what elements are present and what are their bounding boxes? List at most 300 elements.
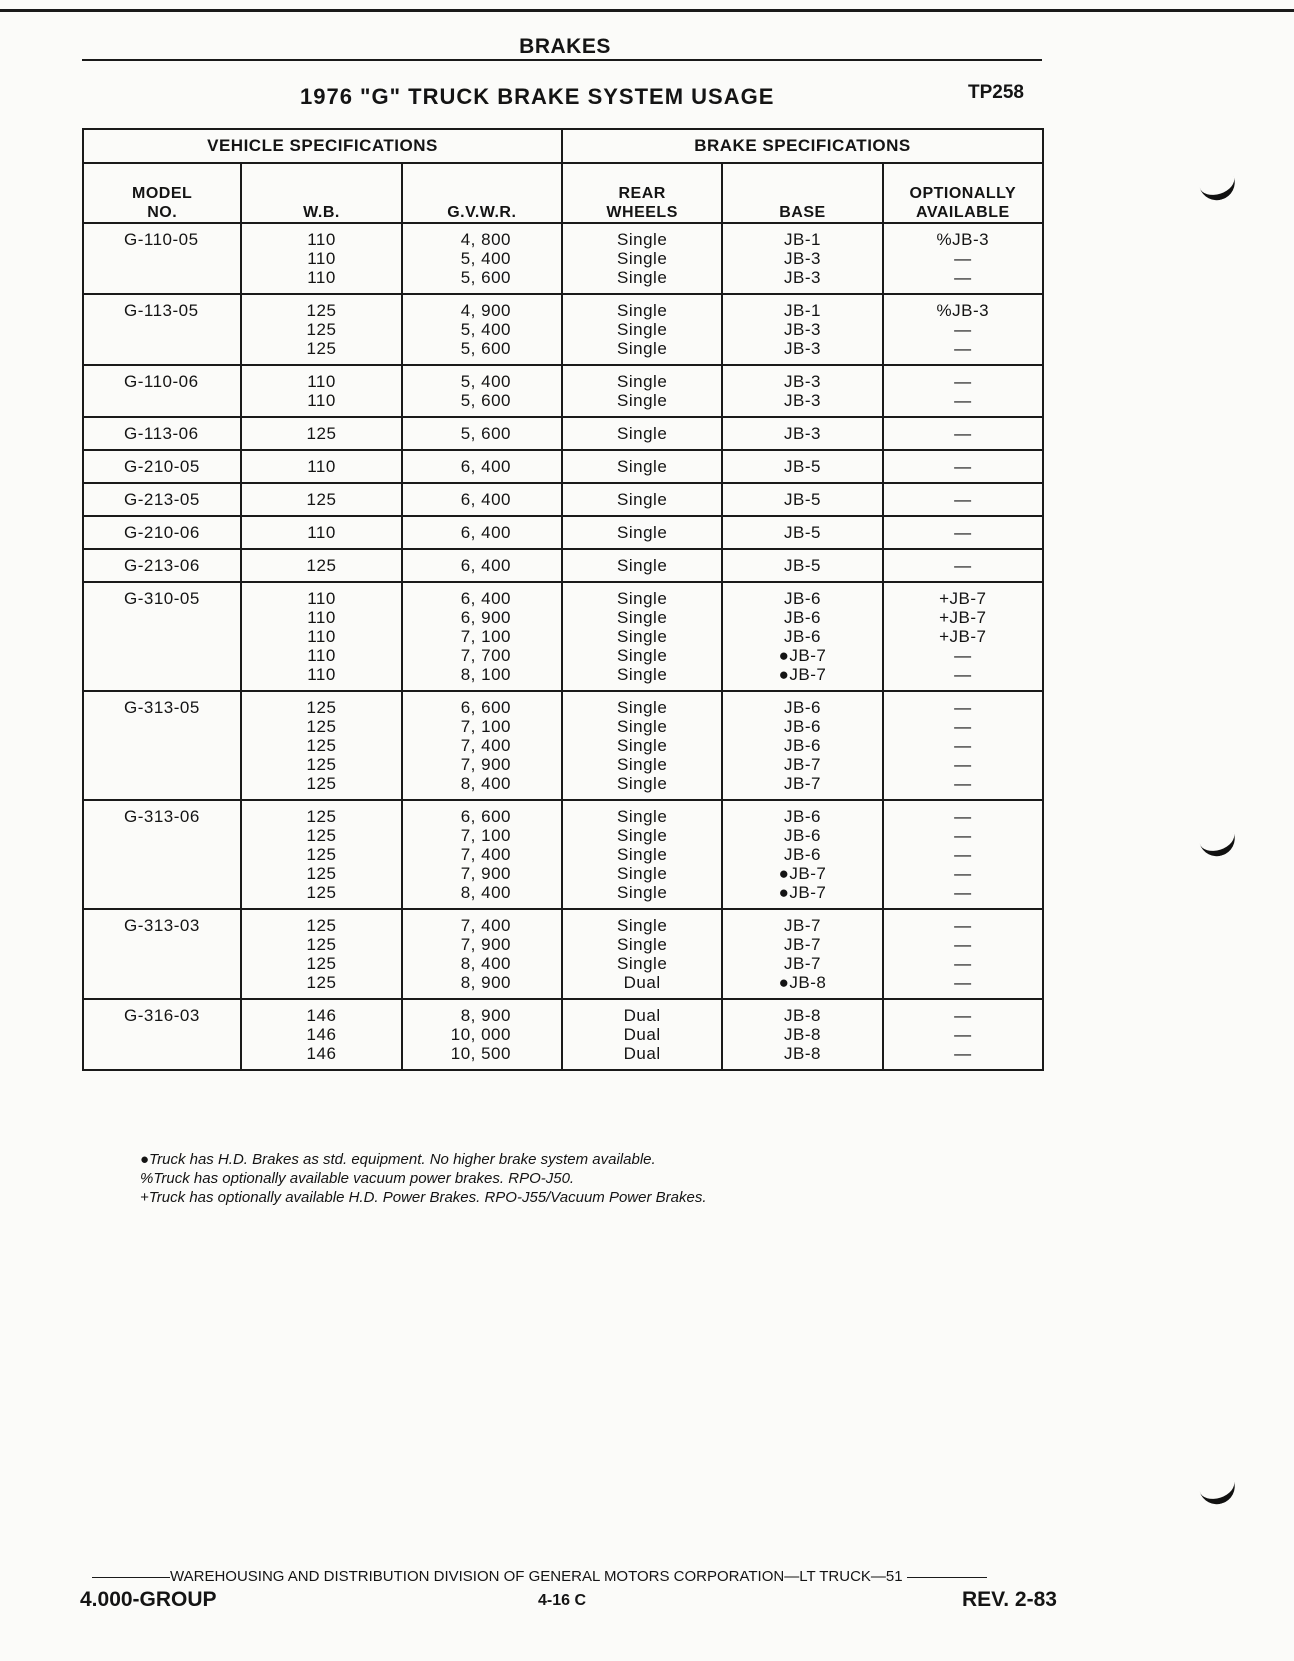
cell-rear-wheels <box>562 691 722 800</box>
cell-line: 5, 400 <box>460 320 511 339</box>
cell-line: — <box>954 1025 972 1044</box>
binder-punch-mark <box>1197 167 1240 205</box>
cell-base <box>722 223 882 294</box>
cell-line: 7, 900 <box>460 755 511 774</box>
cell-model: G-313-03 <box>83 909 241 999</box>
cell-line: Single <box>617 372 668 391</box>
cell-line: — <box>954 556 972 575</box>
cell-line: 7, 100 <box>460 627 511 646</box>
cell-wb <box>241 365 401 417</box>
cell-line: — <box>954 646 972 665</box>
cell-line: Single <box>617 490 668 509</box>
cell-line: 8, 900 <box>460 973 511 992</box>
cell-line: 125 <box>306 490 337 509</box>
cell-line: 110 <box>307 372 336 391</box>
cell-line: — <box>954 523 972 542</box>
table-row <box>83 417 1043 450</box>
header-line: WHEELS <box>606 204 678 221</box>
cell-model: G-213-05 <box>83 483 241 516</box>
cell-line: 110 <box>307 391 336 410</box>
cell-gvwr <box>402 450 562 483</box>
cell-line: 5, 600 <box>460 339 511 358</box>
cell-line: 5, 400 <box>460 372 511 391</box>
col-header-optional <box>883 163 1043 223</box>
cell-model: G-113-05 <box>83 294 241 365</box>
cell-line: 125 <box>306 807 337 826</box>
cell-line: Single <box>617 589 668 608</box>
header-line: W.B. <box>303 204 340 221</box>
cell-wb <box>241 582 401 691</box>
cell-line: Single <box>617 268 668 287</box>
footer-page-number: 4-16 C <box>538 1592 587 1609</box>
cell-line: JB-5 <box>783 523 821 542</box>
cell-base <box>722 516 882 549</box>
cell-line: 7, 100 <box>460 717 511 736</box>
cell-line: — <box>954 1006 972 1025</box>
header-line: REAR <box>618 185 666 202</box>
cell-line: Single <box>617 556 668 575</box>
cell-line: 7, 400 <box>460 736 511 755</box>
cell-wb <box>241 223 401 294</box>
cell-line: Single <box>617 883 668 902</box>
col-header-rear-wheels <box>562 163 722 223</box>
col-header-wb <box>241 163 401 223</box>
cell-base <box>722 294 882 365</box>
footer-group: 4.000-GROUP <box>80 1588 217 1611</box>
cell-model: G-310-05 <box>83 582 241 691</box>
page-title: 1976 "G" TRUCK BRAKE SYSTEM USAGE <box>300 84 775 109</box>
cell-base <box>722 483 882 516</box>
cell-wb <box>241 800 401 909</box>
cell-line: 125 <box>306 339 337 358</box>
cell-gvwr <box>402 800 562 909</box>
binder-punch-mark <box>1197 1471 1240 1509</box>
cell-line: Single <box>617 755 668 774</box>
cell-line: Single <box>617 424 668 443</box>
cell-line: JB-3 <box>783 320 821 339</box>
cell-line: 6, 900 <box>460 608 511 627</box>
cell-model: G-210-05 <box>83 450 241 483</box>
cell-line: — <box>954 490 972 509</box>
table-row <box>83 909 1043 999</box>
table-row <box>83 582 1043 691</box>
cell-wb <box>241 516 401 549</box>
cell-model: G-113-06 <box>83 417 241 450</box>
cell-line: 6, 400 <box>460 523 511 542</box>
cell-line: 110 <box>307 230 336 249</box>
cell-line: JB-3 <box>783 424 821 443</box>
footer-dash <box>907 1577 987 1578</box>
cell-line: 125 <box>306 717 337 736</box>
section-title: BRAKES <box>519 35 611 58</box>
cell-rear-wheels <box>562 223 722 294</box>
cell-line: 125 <box>306 845 337 864</box>
cell-line: Single <box>617 301 668 320</box>
cell-line: — <box>954 717 972 736</box>
cell-line: JB-3 <box>783 249 821 268</box>
cell-line: 5, 600 <box>460 268 511 287</box>
cell-line: 110 <box>307 608 336 627</box>
cell-line: 125 <box>306 301 337 320</box>
cell-line: 110 <box>307 646 336 665</box>
cell-base <box>722 691 882 800</box>
cell-line: +JB-7 <box>939 608 987 627</box>
cell-gvwr <box>402 909 562 999</box>
cell-base <box>722 999 882 1070</box>
cell-line: JB-3 <box>783 339 821 358</box>
cell-line: Single <box>617 320 668 339</box>
cell-line: 125 <box>306 826 337 845</box>
cell-gvwr <box>402 691 562 800</box>
cell-line: 6, 400 <box>460 589 511 608</box>
cell-line: Dual <box>623 973 661 992</box>
cell-line: JB-1 <box>783 230 821 249</box>
cell-line: 146 <box>306 1006 337 1025</box>
cell-model: G-110-05 <box>83 223 241 294</box>
header-line: MODEL <box>132 185 193 202</box>
cell-gvwr <box>402 516 562 549</box>
footnote: %Truck has optionally available vacuum power brakes. RPO-J50. <box>140 1170 575 1187</box>
cell-line: 110 <box>307 268 336 287</box>
cell-line: — <box>954 935 972 954</box>
table-row <box>83 483 1043 516</box>
cell-line: 110 <box>307 457 336 476</box>
cell-line: JB-6 <box>783 589 821 608</box>
cell-gvwr <box>402 582 562 691</box>
cell-optional <box>883 483 1043 516</box>
cell-line: JB-6 <box>783 627 821 646</box>
cell-line: — <box>954 916 972 935</box>
cell-line: 5, 400 <box>460 249 511 268</box>
cell-base <box>722 365 882 417</box>
cell-line: 125 <box>306 864 337 883</box>
cell-line: 6, 400 <box>460 556 511 575</box>
cell-line: 125 <box>306 774 337 793</box>
cell-line: 6, 600 <box>460 807 511 826</box>
col-header-gvwr <box>402 163 562 223</box>
cell-base <box>722 549 882 582</box>
cell-optional <box>883 909 1043 999</box>
cell-line: 125 <box>306 736 337 755</box>
cell-line: — <box>954 973 972 992</box>
cell-line: Single <box>617 864 668 883</box>
cell-wb <box>241 691 401 800</box>
table-row <box>83 999 1043 1070</box>
cell-line: ●JB-8 <box>778 973 827 992</box>
cell-model: G-110-06 <box>83 365 241 417</box>
cell-line: — <box>954 954 972 973</box>
cell-optional <box>883 691 1043 800</box>
cell-line: Single <box>617 916 668 935</box>
cell-line: 6, 400 <box>460 457 511 476</box>
table-row <box>83 450 1043 483</box>
cell-wb <box>241 483 401 516</box>
cell-rear-wheels <box>562 999 722 1070</box>
top-rule <box>0 9 1294 12</box>
col-header-model <box>83 163 241 223</box>
cell-optional <box>883 417 1043 450</box>
cell-optional <box>883 365 1043 417</box>
table-row <box>83 800 1043 909</box>
cell-line: JB-6 <box>783 608 821 627</box>
cell-optional <box>883 516 1043 549</box>
cell-line: 5, 600 <box>460 424 511 443</box>
cell-line: JB-6 <box>783 807 821 826</box>
cell-gvwr <box>402 365 562 417</box>
cell-line: Dual <box>623 1006 661 1025</box>
cell-line: JB-6 <box>783 736 821 755</box>
cell-line: — <box>954 457 972 476</box>
cell-model: G-213-06 <box>83 549 241 582</box>
cell-line: JB-7 <box>783 935 821 954</box>
cell-gvwr <box>402 483 562 516</box>
cell-line: 7, 900 <box>460 935 511 954</box>
cell-line: +JB-7 <box>939 589 987 608</box>
cell-model: G-210-06 <box>83 516 241 549</box>
footnote: ●Truck has H.D. Brakes as std. equipment. No higher brake system available. <box>140 1151 656 1168</box>
cell-wb <box>241 450 401 483</box>
document-code: TP258 <box>968 82 1024 103</box>
cell-line: Single <box>617 807 668 826</box>
cell-line: Single <box>617 608 668 627</box>
cell-rear-wheels <box>562 417 722 450</box>
cell-line: ●JB-7 <box>778 864 827 883</box>
cell-line: 146 <box>306 1025 337 1044</box>
cell-line: 110 <box>307 665 336 684</box>
cell-line: 8, 400 <box>460 954 511 973</box>
cell-line: — <box>954 826 972 845</box>
header-line: G.V.W.R. <box>447 204 517 221</box>
cell-line: — <box>954 320 972 339</box>
cell-optional <box>883 450 1043 483</box>
cell-gvwr <box>402 549 562 582</box>
cell-line: — <box>954 698 972 717</box>
cell-line: JB-1 <box>783 301 821 320</box>
cell-line: 8, 400 <box>460 774 511 793</box>
cell-line: 125 <box>306 954 337 973</box>
group-header-vehicle: VEHICLE SPECIFICATIONS <box>83 129 562 163</box>
cell-line: JB-8 <box>783 1006 821 1025</box>
cell-line: — <box>954 864 972 883</box>
cell-line: — <box>954 755 972 774</box>
cell-line: +JB-7 <box>939 627 987 646</box>
cell-line: — <box>954 339 972 358</box>
cell-rear-wheels <box>562 294 722 365</box>
cell-line: Single <box>617 736 668 755</box>
cell-optional <box>883 223 1043 294</box>
cell-line: Single <box>617 391 668 410</box>
cell-rear-wheels <box>562 365 722 417</box>
cell-line: Single <box>617 230 668 249</box>
cell-line: 6, 600 <box>460 698 511 717</box>
cell-wb <box>241 549 401 582</box>
cell-line: 125 <box>306 883 337 902</box>
cell-line: Single <box>617 249 668 268</box>
cell-line: Single <box>617 717 668 736</box>
cell-line: 7, 100 <box>460 826 511 845</box>
cell-gvwr <box>402 223 562 294</box>
cell-line: ●JB-7 <box>778 665 827 684</box>
cell-line: 125 <box>306 556 337 575</box>
cell-line: %JB-3 <box>936 301 990 320</box>
cell-line: — <box>954 807 972 826</box>
table-row <box>83 516 1043 549</box>
cell-model: G-313-06 <box>83 800 241 909</box>
cell-wb <box>241 999 401 1070</box>
group-header-brake: BRAKE SPECIFICATIONS <box>562 129 1043 163</box>
header-line: AVAILABLE <box>915 204 1010 221</box>
cell-line: Single <box>617 523 668 542</box>
footer-revision: REV. 2-83 <box>962 1588 1057 1611</box>
cell-line: 125 <box>306 935 337 954</box>
cell-line: 10, 000 <box>450 1025 511 1044</box>
cell-base <box>722 417 882 450</box>
cell-line: 7, 700 <box>460 646 511 665</box>
cell-line: 125 <box>306 320 337 339</box>
cell-line: 7, 400 <box>460 845 511 864</box>
cell-line: 4, 900 <box>460 301 511 320</box>
cell-optional <box>883 294 1043 365</box>
cell-line: JB-3 <box>783 268 821 287</box>
cell-wb <box>241 294 401 365</box>
cell-line: 8, 900 <box>460 1006 511 1025</box>
cell-line: JB-3 <box>783 391 821 410</box>
cell-line: Single <box>617 774 668 793</box>
cell-line: JB-7 <box>783 954 821 973</box>
cell-line: JB-6 <box>783 826 821 845</box>
cell-line: JB-8 <box>783 1025 821 1044</box>
cell-model: G-316-03 <box>83 999 241 1070</box>
cell-line: 4, 800 <box>460 230 511 249</box>
cell-line: 110 <box>307 523 336 542</box>
cell-line: Single <box>617 698 668 717</box>
cell-wb <box>241 417 401 450</box>
cell-rear-wheels <box>562 909 722 999</box>
footnotes <box>140 1150 706 1207</box>
table-row <box>83 691 1043 800</box>
footer-dash <box>92 1577 170 1578</box>
cell-rear-wheels <box>562 483 722 516</box>
cell-line: Single <box>617 339 668 358</box>
cell-line: Single <box>617 845 668 864</box>
cell-line: JB-7 <box>783 916 821 935</box>
cell-line: Single <box>617 954 668 973</box>
cell-line: — <box>954 883 972 902</box>
cell-line: — <box>954 372 972 391</box>
cell-line: 125 <box>306 698 337 717</box>
cell-line: JB-6 <box>783 698 821 717</box>
cell-line: 110 <box>307 589 336 608</box>
cell-base <box>722 800 882 909</box>
section-rule <box>82 59 1042 61</box>
col-header-base <box>722 163 882 223</box>
cell-gvwr <box>402 999 562 1070</box>
cell-optional <box>883 800 1043 909</box>
cell-line: Single <box>617 826 668 845</box>
cell-rear-wheels <box>562 450 722 483</box>
cell-rear-wheels <box>562 582 722 691</box>
cell-rear-wheels <box>562 800 722 909</box>
cell-line: — <box>954 665 972 684</box>
cell-line: Single <box>617 457 668 476</box>
cell-gvwr <box>402 294 562 365</box>
cell-line: JB-7 <box>783 755 821 774</box>
cell-line: JB-7 <box>783 774 821 793</box>
footnote: +Truck has optionally available H.D. Power Brakes. RPO-J55/Vacuum Power Brakes. <box>140 1189 707 1206</box>
cell-line: 125 <box>306 916 337 935</box>
cell-line: JB-5 <box>783 556 821 575</box>
cell-line: Dual <box>623 1044 661 1063</box>
cell-line: 125 <box>306 755 337 774</box>
footer-line <box>92 1568 987 1585</box>
brake-usage-table <box>82 128 1044 1071</box>
table-row <box>83 549 1043 582</box>
cell-line: 125 <box>306 424 337 443</box>
cell-line: Dual <box>623 1025 661 1044</box>
header-line: OPTIONALLY <box>909 185 1017 202</box>
cell-line: 6, 400 <box>460 490 511 509</box>
cell-line: JB-5 <box>783 457 821 476</box>
cell-line: 8, 400 <box>460 883 511 902</box>
header-line: BASE <box>779 204 826 221</box>
cell-line: 146 <box>306 1044 337 1063</box>
cell-line: — <box>954 391 972 410</box>
cell-line: — <box>954 268 972 287</box>
cell-line: JB-5 <box>783 490 821 509</box>
binder-punch-mark <box>1197 823 1240 861</box>
cell-rear-wheels <box>562 516 722 549</box>
cell-line: JB-6 <box>783 845 821 864</box>
cell-gvwr <box>402 417 562 450</box>
cell-line: — <box>954 1044 972 1063</box>
cell-base <box>722 909 882 999</box>
cell-line: — <box>954 774 972 793</box>
cell-wb <box>241 909 401 999</box>
cell-line: 8, 100 <box>460 665 511 684</box>
cell-line: — <box>954 845 972 864</box>
cell-base <box>722 450 882 483</box>
cell-line: Single <box>617 935 668 954</box>
cell-line: ●JB-7 <box>778 883 827 902</box>
cell-line: ●JB-7 <box>778 646 827 665</box>
cell-optional <box>883 582 1043 691</box>
cell-line: 7, 400 <box>460 916 511 935</box>
header-line: NO. <box>147 204 178 221</box>
cell-line: 10, 500 <box>450 1044 511 1063</box>
cell-model: G-313-05 <box>83 691 241 800</box>
cell-line: — <box>954 736 972 755</box>
cell-line: Single <box>617 646 668 665</box>
cell-optional <box>883 999 1043 1070</box>
table-row <box>83 365 1043 417</box>
cell-base <box>722 582 882 691</box>
cell-line: 110 <box>307 627 336 646</box>
table-row <box>83 294 1043 365</box>
cell-line: JB-3 <box>783 372 821 391</box>
cell-rear-wheels <box>562 549 722 582</box>
cell-line: JB-6 <box>783 717 821 736</box>
cell-optional <box>883 549 1043 582</box>
cell-line: JB-8 <box>783 1044 821 1063</box>
footer-publisher: WAREHOUSING AND DISTRIBUTION DIVISION OF GENERAL MOTORS CORPORATION—LT TRUCK—51 <box>170 1568 903 1585</box>
cell-line: — <box>954 249 972 268</box>
cell-line: Single <box>617 665 668 684</box>
cell-line: %JB-3 <box>936 230 990 249</box>
cell-line: 110 <box>307 249 336 268</box>
cell-line: — <box>954 424 972 443</box>
cell-line: 125 <box>306 973 337 992</box>
cell-line: 5, 600 <box>460 391 511 410</box>
